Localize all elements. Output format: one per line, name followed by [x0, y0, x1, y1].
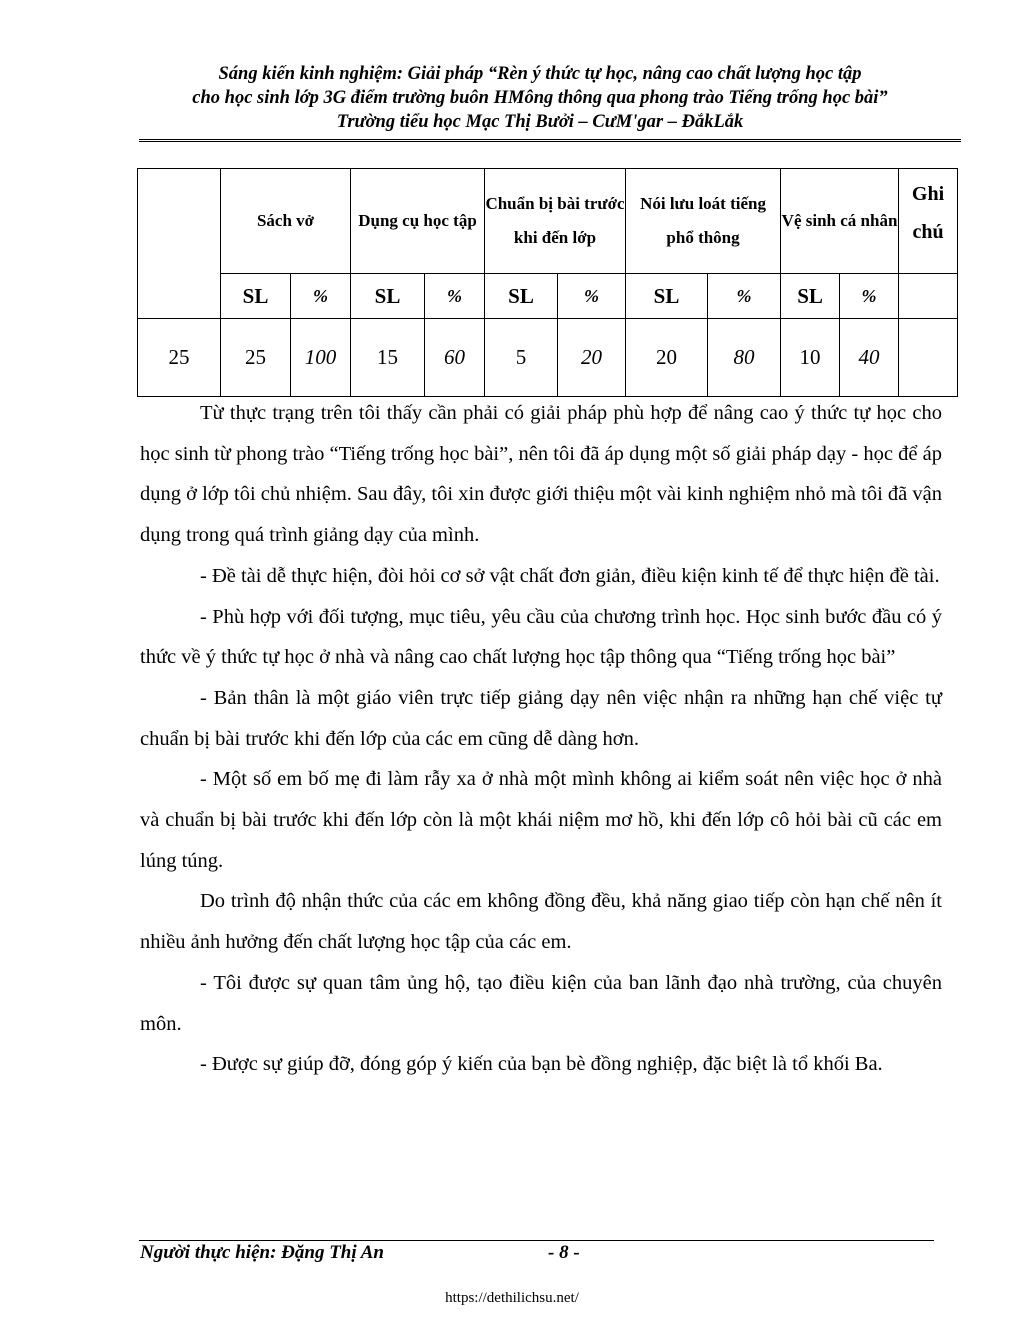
cell-percent: 20: [558, 319, 626, 397]
paragraph: - Đề tài dễ thực hiện, đòi hỏi cơ sở vật chất đơn giản, điều kiện kinh tế để thực hiện đề tài.: [200, 564, 940, 587]
cell-percent: 60: [425, 319, 485, 397]
column-header-sach-vo: Sách vở: [221, 169, 351, 274]
cell-sl: 15: [351, 319, 425, 397]
subheader-percent: %: [291, 274, 351, 319]
cell-percent: 80: [708, 319, 781, 397]
cell-sl: 20: [626, 319, 708, 397]
paragraph: Từ thực trạng trên tôi thấy cần phải có giải pháp phù hợp để nâng cao ý thức tự học cho học sinh từ phong trào “Tiếng trống học bài”, nên tôi đã áp dụng một số giải pháp dạy - học để áp dụng ở lớp tôi chủ nhiệm. Sau đây, tôi xin được giới thiệu một vài kinh nghiệm nhỏ mà tôi đã vận dụng trong quá trình giảng dạy của mình.: [140, 402, 942, 547]
cell-sl: 10: [781, 319, 840, 397]
statistics-table: [137, 168, 958, 397]
subheader-percent: %: [708, 274, 781, 319]
header-line-3: Trường tiểu học Mạc Thị Bưởi – CưM'gar – ĐắkLắk: [336, 112, 744, 132]
header-line-2: cho học sinh lớp 3G điểm trường buôn HMông thông qua phong trào Tiếng trống học bài”: [192, 88, 888, 108]
paragraph: - Bản thân là một giáo viên trực tiếp giảng dạy nên việc nhận ra những hạn chế việc tự chuẩn bị bài trước khi đến lớp của các em cũng dễ dàng hơn.: [140, 686, 942, 750]
paragraph: - Được sự giúp đỡ, đóng góp ý kiến của bạn bè đồng nghiệp, đặc biệt là tổ khối Ba.: [200, 1053, 883, 1076]
column-header-chuan-bi-bai: Chuẩn bị bài trước khi đến lớp: [485, 169, 626, 274]
subheader-sl: SL: [221, 274, 291, 319]
subheader-sl: SL: [781, 274, 840, 319]
table-data-row: [138, 319, 958, 397]
cell-sl: 25: [221, 319, 291, 397]
subheader-percent: %: [840, 274, 899, 319]
paragraph: Do trình độ nhận thức của các em không đồng đều, khả năng giao tiếp còn hạn chế nên ít nhiều ảnh hưởng đến chất lượng học tập của các em.: [140, 890, 942, 954]
source-url: https://dethilichsu.net/: [445, 1290, 579, 1306]
cell-total: 25: [138, 319, 221, 397]
footer-author: Người thực hiện: Đặng Thị An: [140, 1242, 384, 1263]
cell-sl: 5: [485, 319, 558, 397]
subheader-sl: SL: [351, 274, 425, 319]
table-subheader-row: [138, 274, 958, 319]
subheader-sl: SL: [485, 274, 558, 319]
subheader-percent: %: [425, 274, 485, 319]
header-divider: [139, 139, 961, 142]
column-header-dung-cu-hoc-tap: Dụng cụ học tập: [351, 169, 485, 274]
cell-percent: 100: [291, 319, 351, 397]
paragraph: - Tôi được sự quan tâm ủng hộ, tạo điều kiện của ban lãnh đạo nhà trường, của chuyên môn.: [140, 971, 942, 1035]
body-text: [140, 393, 942, 1085]
header-line-1: Sáng kiến kinh nghiệm: Giải pháp “Rèn ý thức tự học, nâng cao chất lượng học tập: [218, 64, 862, 84]
paragraph: - Một số em bố mẹ đi làm rẫy xa ở nhà một mình không ai kiểm soát nên việc học ở nhà và chuẩn bị bài trước khi đến lớp còn là một khái niệm mơ hồ, khi đến lớp cô hỏi bài cũ các em lúng túng.: [140, 768, 942, 872]
paragraph: - Phù hợp với đối tượng, mục tiêu, yêu cầu của chương trình học. Học sinh bước đầu có ý thức về ý thức tự học ở nhà và nâng cao chất lượng học tập thông qua “Tiếng trống học bài”: [140, 605, 942, 669]
subheader-sl: SL: [626, 274, 708, 319]
column-header-ghi-chu: Ghi chú: [899, 169, 958, 274]
subheader-percent: %: [558, 274, 626, 319]
column-header-ve-sinh-ca-nhan: Vệ sinh cá nhân: [781, 169, 899, 274]
cell-percent: 40: [840, 319, 899, 397]
page-number: - 8 -: [548, 1242, 580, 1263]
subheader-note-empty: [899, 274, 958, 319]
column-header-noi-luu-loat: Nói lưu loát tiếng phổ thông: [626, 169, 781, 274]
table-header-row: [138, 169, 958, 274]
table-corner-cell: [138, 169, 221, 319]
document-header: [120, 62, 960, 134]
footer-divider: [139, 1240, 934, 1241]
cell-note: [899, 319, 958, 397]
